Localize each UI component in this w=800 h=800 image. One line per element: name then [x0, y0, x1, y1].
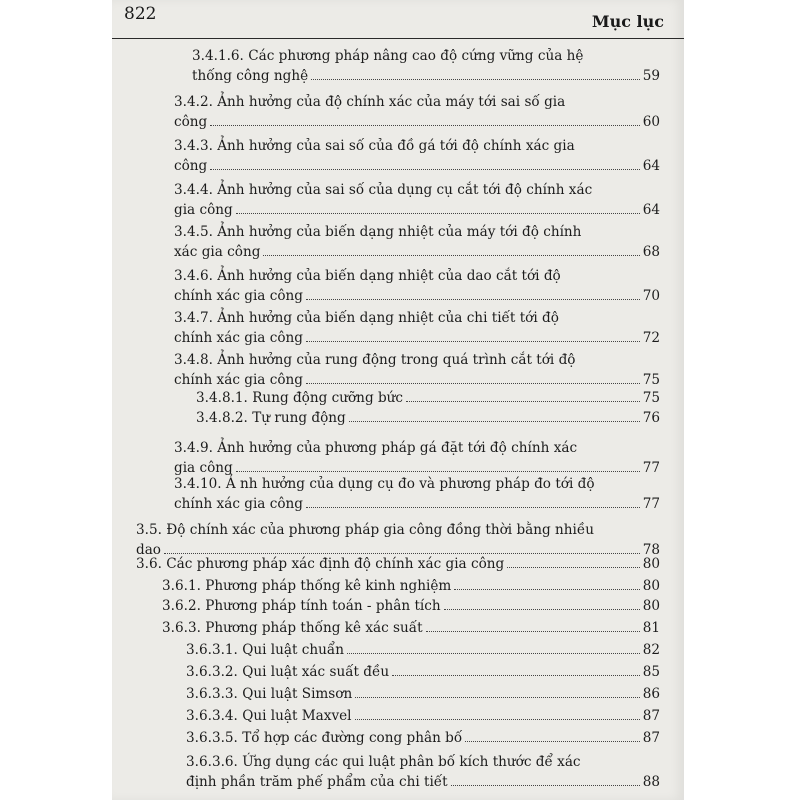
toc-entry-text: 3.6.3.1. Qui luật chuẩn — [186, 642, 344, 658]
book-page — [112, 0, 684, 800]
toc-entry-text: 3.4.6. Ảnh hưởng của biến dạng nhiệt của dao cắt tới độ — [174, 268, 561, 284]
toc-entry — [174, 266, 660, 306]
toc-entry-last-line — [186, 706, 660, 726]
toc-entry-text: chính xác gia công — [174, 496, 303, 512]
toc-entry-last-line — [174, 242, 660, 262]
toc-entry-text: 3.4.9. Ảnh hưởng của phương pháp gá đặt tới độ chính xác — [174, 440, 578, 456]
dot-leader — [349, 409, 640, 422]
dot-leader — [306, 371, 640, 384]
toc-entry-last-line — [186, 684, 660, 704]
toc-entry-text: chính xác gia công — [174, 330, 303, 346]
toc-page-number: 76 — [642, 410, 660, 426]
toc-entry — [186, 728, 660, 748]
toc-entry — [192, 46, 660, 86]
dot-leader — [164, 541, 640, 554]
toc-entry — [186, 752, 660, 792]
toc-entry-text: thống công nghệ — [192, 68, 309, 84]
toc-entry — [162, 618, 660, 638]
toc-entry — [136, 554, 660, 574]
toc-entry-last-line — [162, 576, 660, 596]
toc-entry-text: dao — [136, 542, 161, 558]
toc-page-number: 70 — [642, 288, 660, 304]
toc-entry-text: 3.4.7. Ảnh hưởng của biến dạng nhiệt của chi tiết tới độ — [174, 310, 559, 326]
toc-entry-last-line — [196, 388, 660, 408]
toc-entry-text: 3.4.10. Ả nh hưởng của dụng cụ đo và phương pháp đo tới độ — [174, 476, 595, 492]
toc-entry — [186, 640, 660, 660]
toc-entry-last-line — [196, 408, 660, 428]
dot-leader — [311, 67, 640, 80]
dot-leader — [306, 495, 640, 508]
toc-entry-text: 3.6.2. Phương pháp tính toán - phân tích — [162, 598, 441, 614]
toc-entry-text: xác gia công — [174, 244, 261, 260]
toc-page-number: 75 — [642, 390, 660, 406]
toc-entry-text: công — [174, 158, 208, 174]
toc-page-number: 82 — [642, 642, 660, 658]
toc-entry — [186, 684, 660, 704]
toc-entry-last-line — [162, 618, 660, 638]
toc-entry-last-line — [174, 370, 660, 390]
toc-page-number: 81 — [642, 620, 660, 636]
toc-entry-text: 3.6.1. Phương pháp thống kê kinh nghiệm — [162, 578, 452, 594]
toc-entry — [174, 136, 660, 176]
toc-entry — [174, 92, 660, 132]
dot-leader — [451, 773, 640, 786]
toc-page-number: 77 — [642, 496, 660, 512]
toc-entry-last-line — [174, 156, 660, 176]
toc-entry-text: 3.6.3.4. Qui luật Maxvel — [186, 708, 352, 724]
dot-leader — [236, 459, 640, 472]
toc-entry — [174, 308, 660, 348]
toc-page-number: 80 — [642, 598, 660, 614]
toc-entry-text: 3.4.8. Ảnh hưởng của rung động trong quá trình cắt tới độ — [174, 352, 576, 368]
toc-entry-text: 3.4.3. Ảnh hưởng của sai số của đồ gá tới độ chính xác gia — [174, 138, 575, 154]
toc-entry-last-line — [174, 328, 660, 348]
toc-page-number: 85 — [642, 664, 660, 680]
dot-leader — [426, 619, 640, 632]
toc-entry-text: định phần trăm phế phẩm của chi tiết — [186, 774, 448, 790]
toc-entry — [186, 662, 660, 682]
toc-entry — [186, 706, 660, 726]
dot-leader — [444, 597, 640, 610]
toc-entry-last-line — [136, 554, 660, 574]
toc-entry-text: 3.4.2. Ảnh hưởng của độ chính xác của máy tới sai số gia — [174, 94, 566, 110]
toc-entry-text: 3.4.4. Ảnh hưởng của sai số của dụng cụ cắt tới độ chính xác — [174, 182, 593, 198]
toc-entry-text: công — [174, 114, 208, 130]
dot-leader — [347, 641, 640, 654]
toc-entry-last-line — [174, 494, 660, 514]
dot-leader — [355, 685, 639, 698]
toc-entry — [162, 596, 660, 616]
toc-page-number: 80 — [642, 556, 660, 572]
toc-entry-last-line — [174, 200, 660, 220]
toc-entry-text: 3.6.3.3. Qui luật Simsơn — [186, 686, 353, 702]
toc-page-number: 59 — [642, 68, 660, 84]
dot-leader — [210, 157, 639, 170]
toc-entry-last-line — [186, 728, 660, 748]
toc-entry-last-line — [162, 596, 660, 616]
toc-entry — [174, 180, 660, 220]
toc-entry-text: 3.6. Các phương pháp xác định độ chính xác gia công — [136, 556, 505, 572]
toc-entry-last-line — [186, 662, 660, 682]
toc-entry-text: 3.4.1.6. Các phương pháp nâng cao độ cứng vững của hệ — [192, 48, 584, 64]
dot-leader — [355, 707, 640, 720]
toc-page-number: 86 — [642, 686, 660, 702]
toc-entry-text: 3.4.8.2. Tự rung động — [196, 410, 346, 426]
toc-entry-last-line — [186, 772, 660, 792]
dot-leader — [210, 113, 639, 126]
dot-leader — [454, 577, 639, 590]
page-title: Mục lục — [591, 12, 664, 31]
toc-entry — [174, 222, 660, 262]
toc-page-number: 64 — [642, 158, 660, 174]
dot-leader — [406, 389, 640, 402]
toc-page-number: 68 — [642, 244, 660, 260]
toc-entry — [196, 388, 660, 408]
toc-entry-last-line — [192, 66, 660, 86]
toc-entry-text: chính xác gia công — [174, 372, 303, 388]
toc-page-number: 75 — [642, 372, 660, 388]
toc-entry — [174, 474, 660, 514]
toc-page-number: 87 — [642, 708, 660, 724]
dot-leader — [507, 555, 639, 568]
dot-leader — [263, 243, 639, 256]
toc-page-number: 88 — [642, 774, 660, 790]
toc-entry — [174, 350, 660, 390]
page-number: 822 — [124, 4, 157, 24]
toc-page-number: 80 — [642, 578, 660, 594]
toc-page-number: 87 — [642, 730, 660, 746]
toc-entry-text: chính xác gia công — [174, 288, 303, 304]
toc-entry-text: gia công — [174, 460, 233, 476]
toc-entry-text: 3.5. Độ chính xác của phương pháp gia công đồng thời bằng nhiều — [136, 522, 595, 538]
dot-leader — [306, 329, 640, 342]
toc-entry-last-line — [174, 286, 660, 306]
dot-leader — [236, 201, 640, 214]
toc-page-number: 77 — [642, 460, 660, 476]
dot-leader — [306, 287, 640, 300]
toc-entry-text: 3.6.3. Phương pháp thống kê xác suất — [162, 620, 423, 636]
toc-entry — [162, 576, 660, 596]
toc-entry-text: 3.6.3.5. Tổ hợp các đường cong phân bố — [186, 730, 463, 746]
toc-entry — [174, 438, 660, 478]
toc-entry — [196, 408, 660, 428]
toc-entry-last-line — [174, 112, 660, 132]
table-of-contents — [112, 0, 684, 800]
toc-entry-text: 3.6.3.6. Ứng dụng các qui luật phân bố kích thước để xác — [186, 754, 581, 770]
toc-entry-text: 3.6.3.2. Qui luật xác suất đều — [186, 664, 390, 680]
toc-entry-text: 3.4.5. Ảnh hưởng của biến dạng nhiệt của máy tới độ chính — [174, 224, 582, 240]
toc-entry-text: gia công — [174, 202, 233, 218]
toc-page-number: 64 — [642, 202, 660, 218]
dot-leader — [465, 729, 640, 742]
toc-page-number: 60 — [642, 114, 660, 130]
dot-leader — [392, 663, 640, 676]
toc-entry-last-line — [186, 640, 660, 660]
toc-entry-text: 3.4.8.1. Rung động cưỡng bức — [196, 390, 404, 406]
toc-page-number: 78 — [642, 542, 660, 558]
toc-page-number: 72 — [642, 330, 660, 346]
